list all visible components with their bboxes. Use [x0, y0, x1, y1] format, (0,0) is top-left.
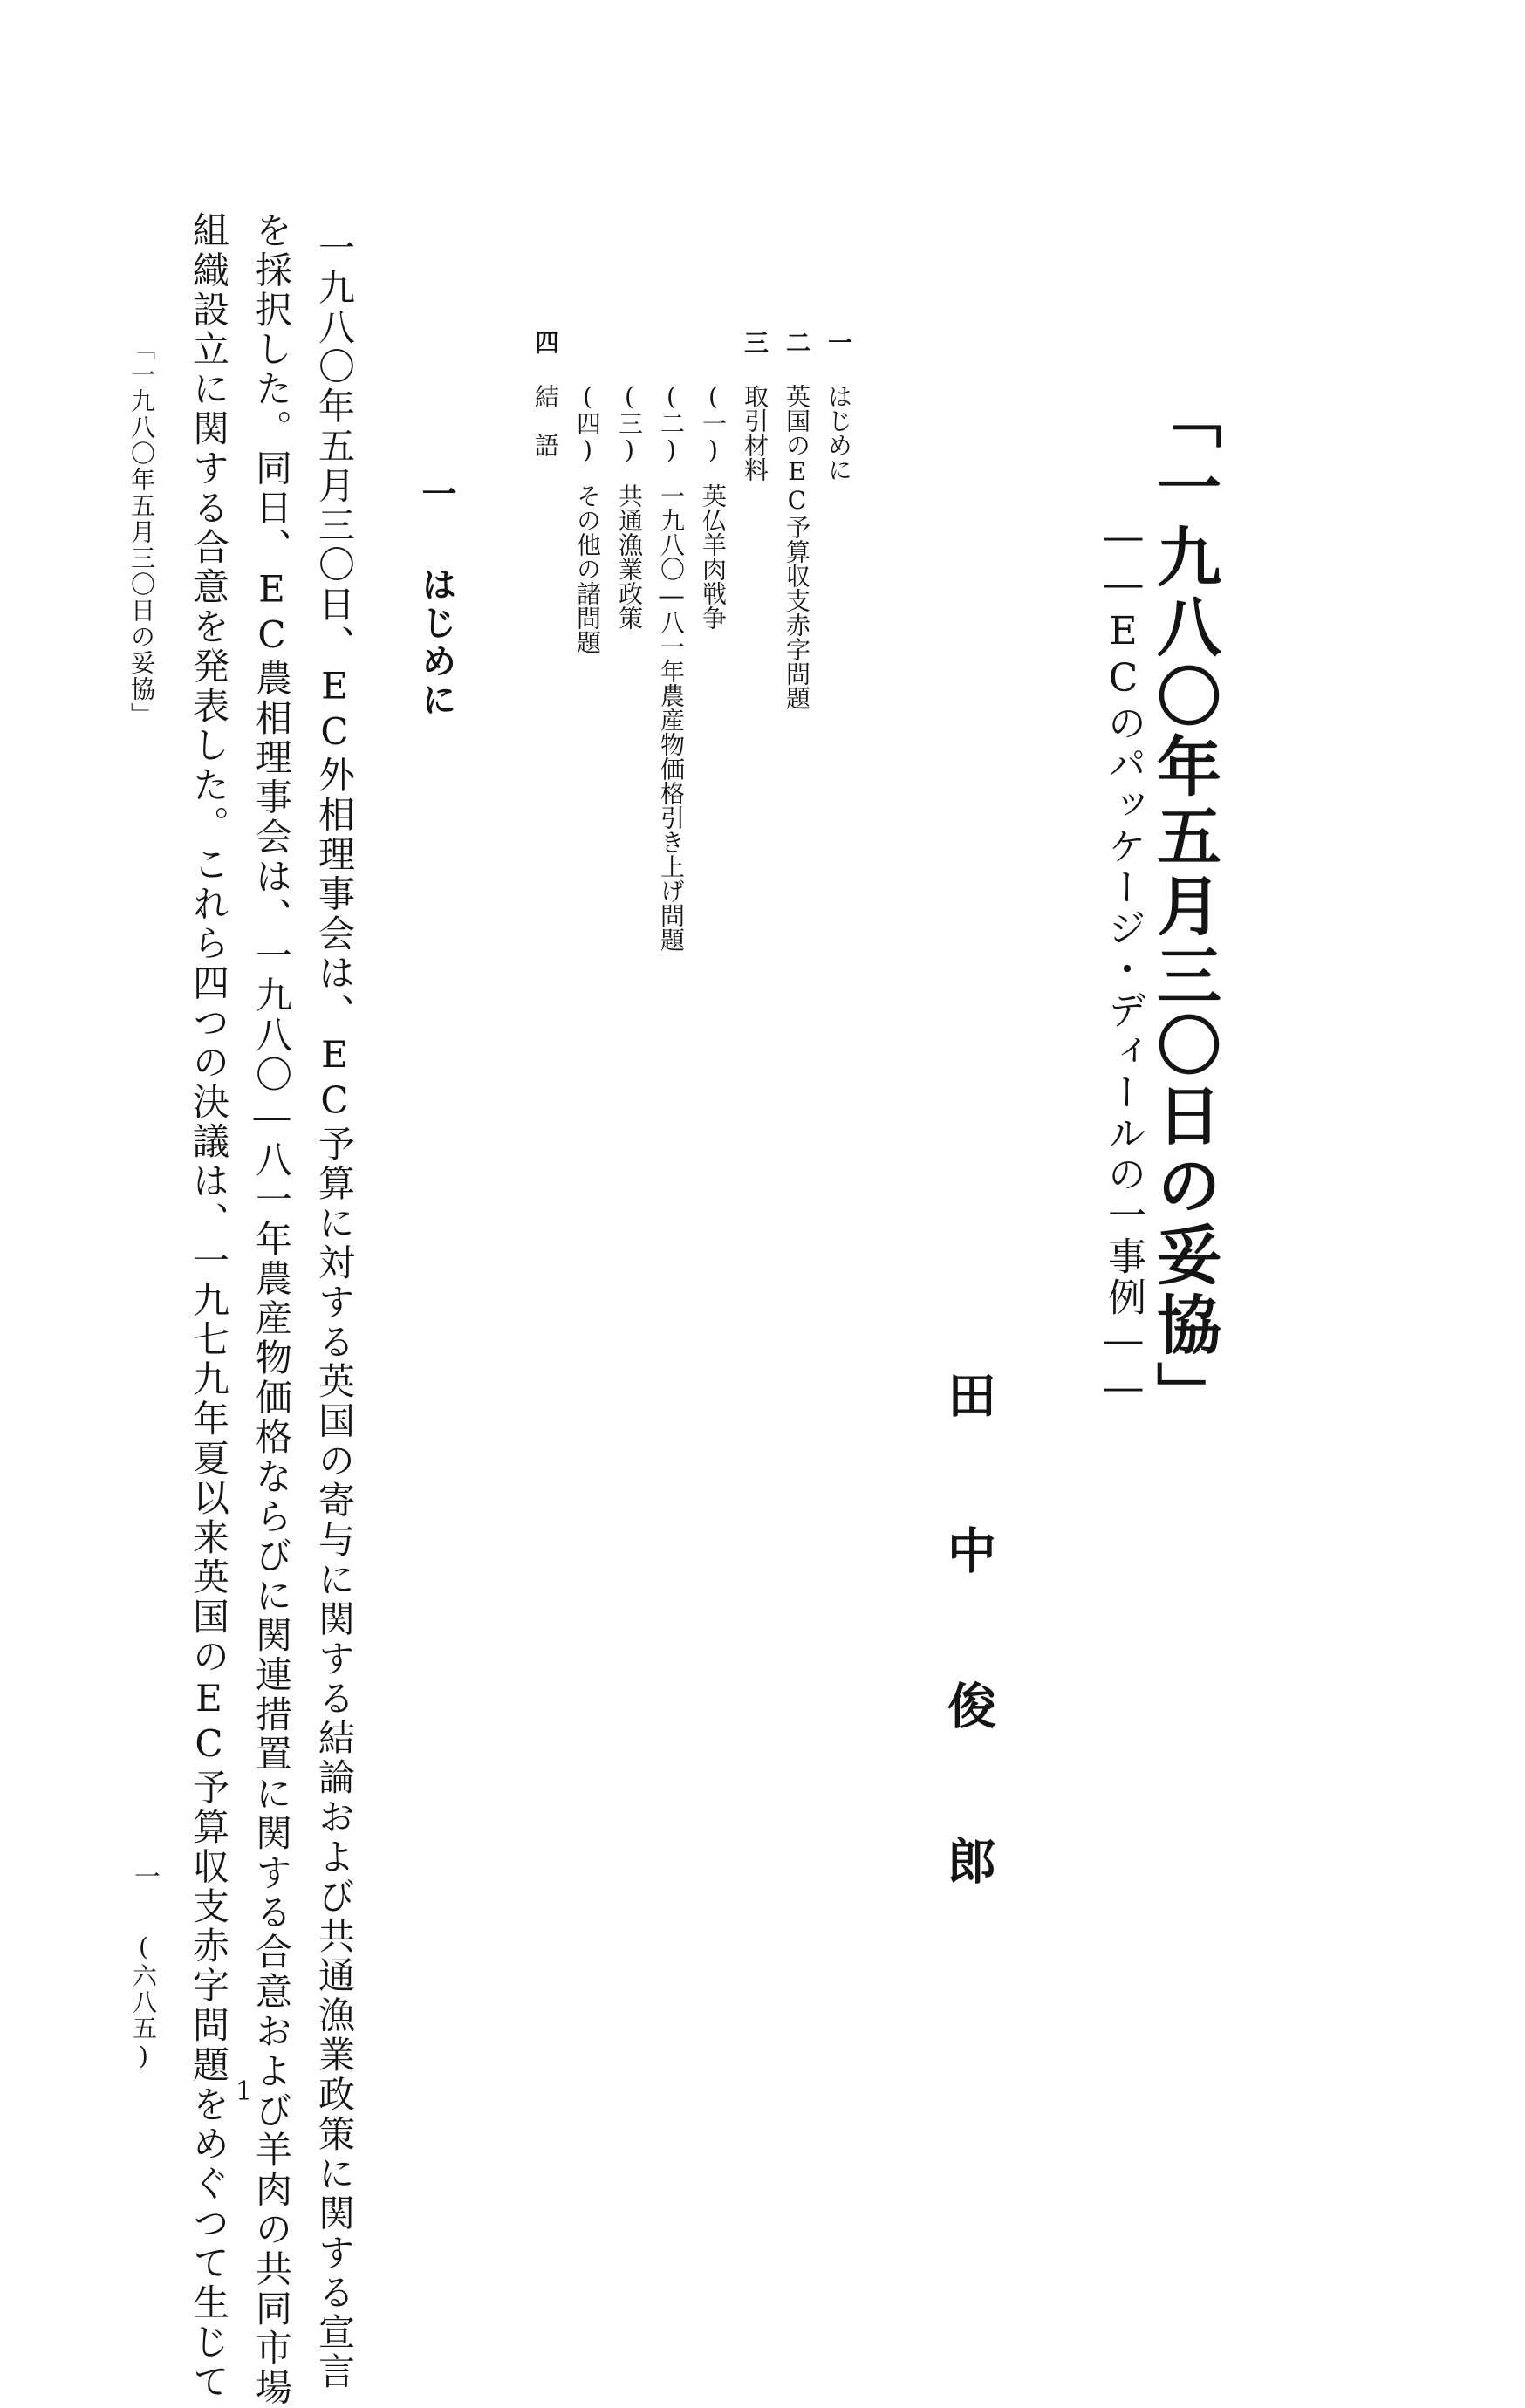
page-kanji-number: 一	[129, 1863, 160, 1889]
toc-subitem-2	[657, 330, 686, 952]
toc-item-label: 取引材料	[741, 384, 769, 482]
toc-item-label: 結 語	[531, 384, 560, 457]
body-text-line-1: 一九八〇年五月三〇日、EC外相理事会は、EC予算に対する英国の寄与に関する結論および共通漁業政策に関する宣言	[313, 229, 356, 2392]
article-title: 「一九八〇年五月三〇日の妥協」	[1146, 384, 1221, 1431]
toc-item-label: その他の諸問題	[573, 483, 602, 654]
toc-item-number: 二	[783, 330, 811, 354]
toc-item-3	[742, 330, 767, 941]
toc-item-number: (二)	[657, 382, 686, 464]
toc-item-label: 共通漁業政策	[615, 483, 644, 630]
body-text-line-2: を採択した。同日、EC農相理事会は、一九八〇―八一年農産物価格ならびに関連措置に関する合意および羊肉の共同市場	[250, 211, 293, 2408]
toc-item-number: 一	[824, 330, 853, 354]
author-name: 田中俊郎	[940, 1370, 997, 1991]
toc-subitem-4	[573, 330, 602, 941]
toc-item-number: (一)	[699, 382, 728, 464]
section-heading	[416, 475, 457, 720]
toc-item-label: はじめに	[824, 384, 853, 482]
journal-page-number: (六八五)	[129, 1933, 158, 2072]
toc-item-2	[784, 330, 809, 941]
toc-item-label: 一九八〇―八一年農産物価格引き上げ問題	[657, 483, 686, 952]
table-of-contents	[519, 330, 853, 952]
section-title: はじめに	[416, 566, 457, 720]
toc-item-4	[531, 330, 560, 941]
article-subtitle: ――ECのパッケージ・ディールの一事例――	[1101, 515, 1145, 1413]
toc-item-number: 四	[531, 330, 560, 354]
body-text-line-3: 組織設立に関する合意を発表した。これら四つの決議は、一九七九年夏以来英国のEC予算収支赤字問題をめぐつて生じて	[188, 211, 230, 2402]
toc-item-number: 三	[741, 330, 769, 354]
page-number: 1	[236, 2076, 253, 2107]
toc-subitem-3	[615, 330, 644, 941]
toc-item-number: (三)	[615, 382, 644, 464]
toc-subitem-1	[699, 330, 728, 941]
toc-item-label: 英仏羊肉戦争	[699, 483, 728, 630]
section-number: 一	[416, 475, 457, 514]
running-head: 「一九八〇年五月三〇日の妥協」	[127, 336, 156, 729]
toc-item-1	[826, 330, 851, 941]
toc-item-label: 英国のEC予算収支赤字問題	[783, 384, 811, 710]
toc-item-number: (四)	[573, 382, 602, 464]
